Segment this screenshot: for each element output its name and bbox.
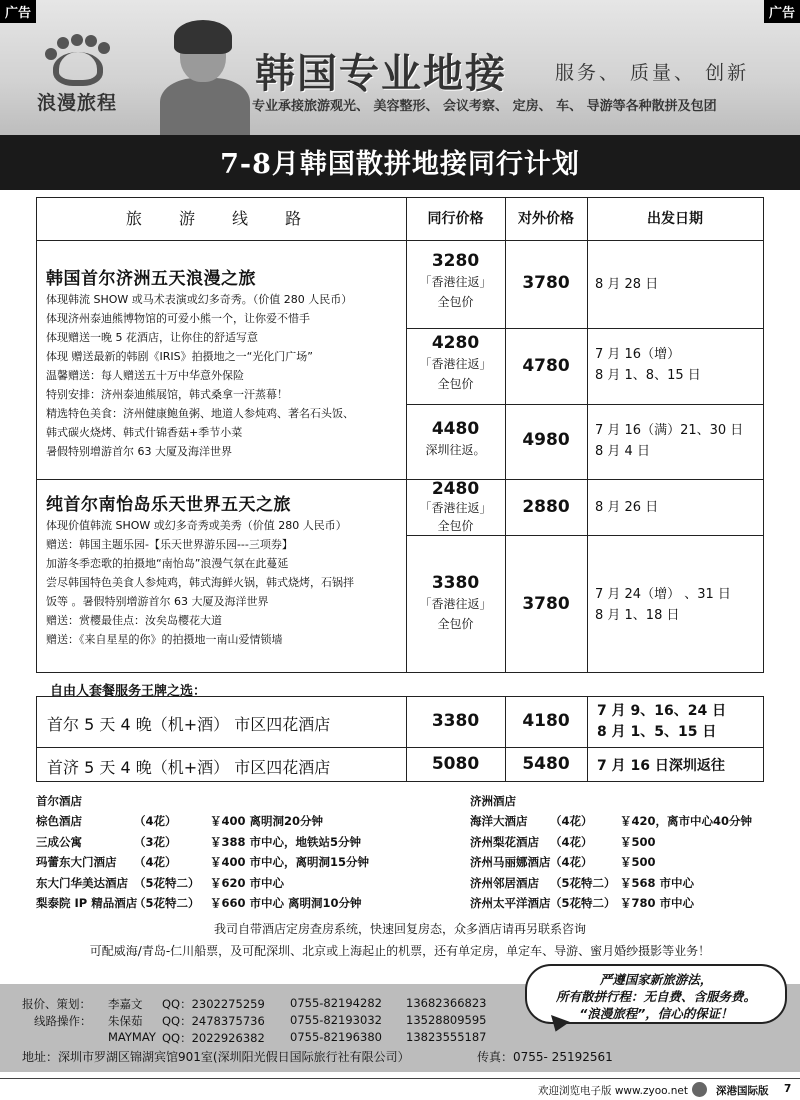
- package-table: [36, 696, 764, 782]
- hotel-row: 棕色酒店 （4花） ￥400 离明洞20分钟: [36, 814, 324, 828]
- peer-price-cell: 2480 「香港往返」 全包价: [419, 479, 492, 533]
- publisher-logo-icon: [692, 1082, 707, 1097]
- browse-text: 欢迎浏览电子版 www.zyoo.net: [538, 1085, 688, 1097]
- company-logo: [22, 34, 132, 116]
- departure-dates-cell: 8 月 28 日: [595, 277, 659, 292]
- jeju-hotels: 济洲酒店 海洋大酒店 （4花） ￥420，离市中心40分钟 济州梨花酒店 （4花） ￥500 济州马丽娜酒店 （4花） ￥500 济州邻居酒店 （5花特二） ￥568 市中心 济州太平洋酒店 （5花特二） ￥780 市中心: [470, 793, 770, 916]
- hotel-row: 玛蕾东大门酒店 （4花） ￥400 市中心，离明洞15分钟: [36, 855, 370, 869]
- peer-price-cell: 4280 「香港往返」 全包价: [419, 333, 492, 391]
- departure-dates-cell: 7 月 24（增） 、31 日 8 月 1、18 日: [595, 587, 731, 623]
- hotel-row: 三成公寓 （3花） ￥388 市中心，地铁站5分钟: [36, 834, 362, 849]
- ad-label-right: 广告: [764, 0, 800, 23]
- external-price-cell: 3780: [522, 273, 570, 293]
- peer-price-cell: 3280 「香港往返」 全包价: [419, 251, 492, 309]
- logo-text: 浪漫旅程: [36, 92, 117, 114]
- external-price-cell: 4980: [522, 430, 570, 450]
- external-price-cell: 2880: [522, 497, 570, 517]
- header-route: 旅 游 线 路: [125, 209, 318, 228]
- page-number: 7: [784, 1083, 792, 1095]
- route-title: 韩国首尔济洲五天浪漫之旅: [46, 269, 256, 289]
- route-price-table: [36, 197, 764, 673]
- hotel-row: 海洋大酒店 （4花） ￥420，离市中心40分钟: [470, 814, 753, 828]
- departure-dates-cell: 8 月 26 日: [595, 500, 659, 515]
- hotel-row: 济州梨花酒店 （4花） ￥500: [470, 834, 656, 849]
- route-title: 纯首尔南怡岛乐天世界五天之旅: [46, 495, 291, 515]
- notice-services: 可配威海/青岛-仁川船票，及可配深圳、北京或上海起止的机票，还有单定房，单定车、导游、蜜月婚纱摄影等业务！: [89, 944, 711, 958]
- peer-price-cell: 3380 「香港往返」 全包价: [419, 573, 492, 631]
- package-external-price: 5480: [522, 754, 570, 774]
- external-price-cell: 3780: [522, 594, 570, 614]
- header-external-price: 对外价格: [518, 211, 574, 227]
- peer-price-cell: 4480 深圳往返。: [425, 419, 486, 457]
- banner-subtitle: 专业承接旅游观光、 美容整形、 会议考察、 定房、 车、 导游等各种散拼及包团: [252, 99, 717, 114]
- hotel-row: 济州邻居酒店 （5花特二） ￥568 市中心: [470, 875, 695, 890]
- banner-slogan: 服务、 质量、 创新: [555, 62, 750, 84]
- ad-label-left: 广告: [0, 0, 36, 23]
- model-photo: [150, 20, 260, 135]
- hotel-row: 济州太平洋酒店 （5花特二） ￥780 市中心: [470, 896, 695, 910]
- hotel-row: 东大门华美达酒店 （5花特二） ￥620 市中心: [36, 875, 285, 890]
- seoul-hotels: 首尔酒店 棕色酒店 （4花） ￥400 离明洞20分钟 三成公寓 （3花） ￥388 市中心，地铁站5分钟 玛蕾东大门酒店 （4花） ￥400 市中心，离明洞15分钟 东大门华美达酒店 （5花特二） ￥620 市中心 梨泰院 IP 精品酒店 （5花特二） ￥660 市中心 离明洞10分钟: [36, 793, 416, 916]
- address: 地址：深圳市罗湖区锦湖宾馆901室(深圳阳光假日国际旅行社有限公司） 传真：0755- 25192561: [22, 1050, 613, 1064]
- package-name: 首尔 5 天 4 晚（机+酒） 市区四花酒店: [47, 715, 331, 734]
- header-peer-price: 同行价格: [427, 211, 484, 227]
- departure-dates-cell: 7 月 16（增） 8 月 1、8、15 日: [595, 347, 701, 383]
- header-banner: [0, 0, 800, 135]
- package-heading: 自由人套餐服务王牌之选：: [50, 684, 207, 699]
- package-peer-price: 5080: [431, 754, 480, 774]
- hotel-row: 济州马丽娜酒店 （4花） ￥500: [470, 855, 656, 869]
- promise-bubble: 严遵国家新旅游法， 所有散拼行程：无自费、含服务费。 “浪漫旅程”，信心的保证！: [525, 964, 787, 1024]
- notice-booking: 我司自带酒店定房查房系统，快速回复房态，众多酒店请再另联系咨询: [213, 922, 586, 936]
- external-price-cell: 4780: [522, 356, 570, 376]
- package-dates: 7 月 9、16、24 日 8 月 1、5、15 日: [597, 703, 727, 740]
- footprint-icon: [31, 34, 123, 86]
- hotel-row: 梨泰院 IP 精品酒店 （5花特二） ￥660 市中心 离明洞10分钟: [36, 896, 362, 910]
- plan-title: 7-8月韩国散拼地接同行计划: [220, 149, 580, 180]
- package-external-price: 4180: [522, 711, 570, 731]
- header-departure-dates: 出发日期: [647, 211, 703, 227]
- departure-dates-cell: 7 月 16（满）21、30 日 8 月 4 日: [595, 423, 744, 459]
- bottom-divider: [0, 1078, 800, 1079]
- package-name: 首济 5 天 4 晚（机+酒） 市区四花酒店: [47, 758, 331, 777]
- route-description: 体现价值韩流 SHOW 或幻多奇秀或美秀（价值 280 人民币） 赠送：韩国主题乐园-【乐天世界游乐园---三项券】 加游冬季恋歌的拍摄地“南怡岛”浪漫气氛在此蔓延 尝尽韩国特色美食人参炖鸡，韩式海鲜火锅，韩式烧烤，石锅拌 饭等 。暑假特别增游首尔 63 大厦及海洋世界 赠送：赏樱最佳点：汝矣岛樱花大道 赠送：《来自星星的你》的拍摄地一南山爱情锁墙: [46, 519, 354, 646]
- banner-title: 韩国专业地接: [255, 51, 507, 97]
- route-description: 体现韩流 SHOW 或马术表演或幻多奇秀。（价值 280 人民币） 体现济州泰迪熊博物馆的可爱小熊一个，让你爱不惜手 体现赠送一晚 5 花酒店，让你住的舒适写意 体现 赠送最新的韩剧《IRIS》拍摄地之一“光化门广场” 温馨赠送：每人赠送五十万中华意外保险 特别安排：济州泰迪熊展馆，韩式桑拿一汗蒸幕！ 精选特色美食：济州健康鲍鱼粥、地道人参炖鸡、著名石头饭、 韩式碳火烧烤、韩式什锦香菇+季节小菜 暑假特别增游首尔 63 大厦及海洋世界: [46, 293, 354, 458]
- package-dates: 7 月 16 日深圳返往: [597, 758, 725, 774]
- edition-label: 深港国际版: [716, 1085, 769, 1097]
- package-peer-price: 3380: [431, 711, 480, 731]
